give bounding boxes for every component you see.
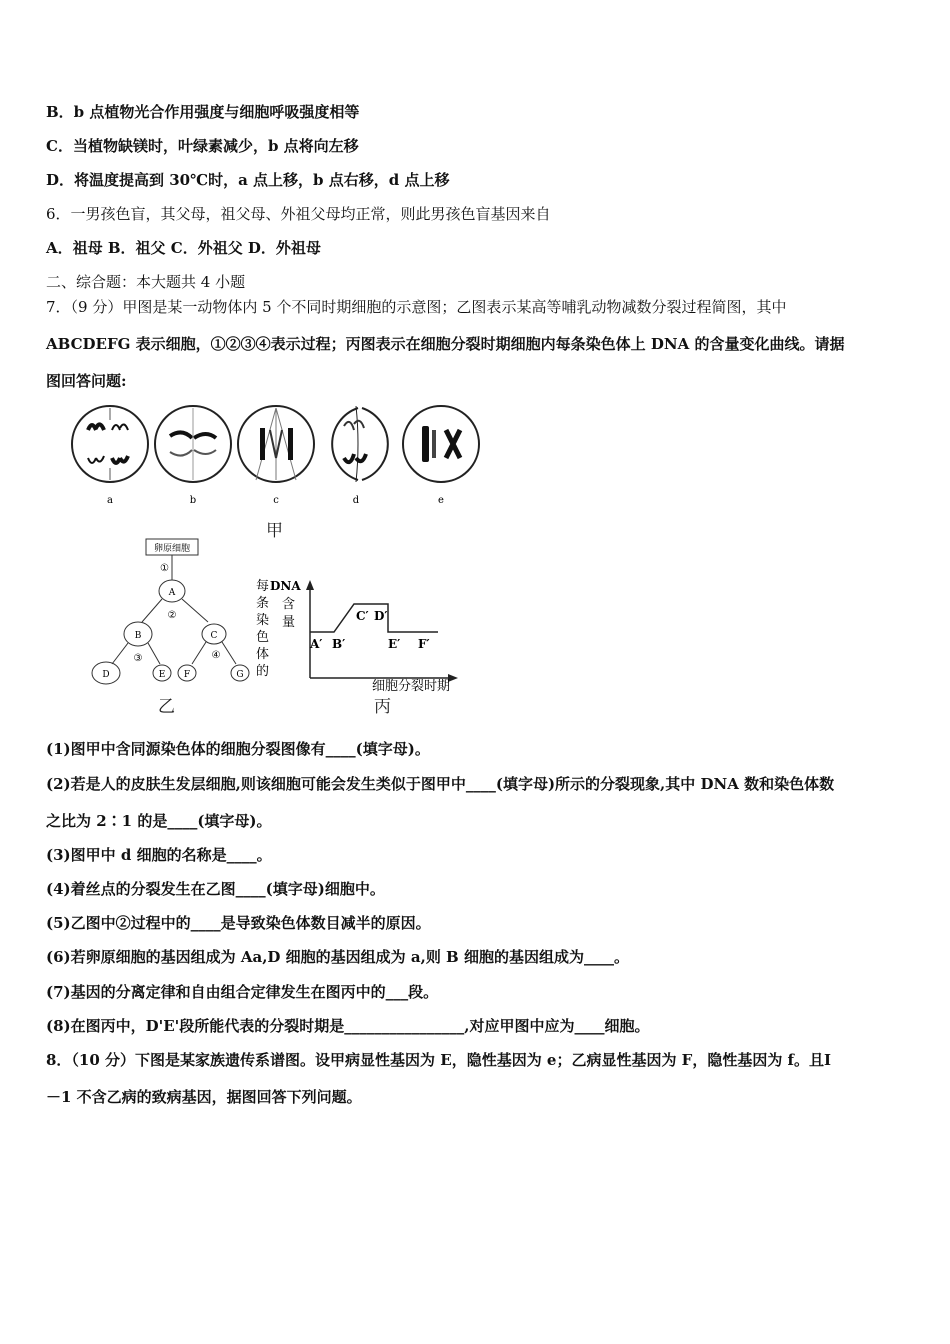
caption-jia: 甲 [266, 521, 283, 541]
point-e: E′ [388, 637, 401, 651]
cell-e [403, 406, 479, 482]
node-a: A [168, 588, 176, 598]
node-f: F [183, 670, 191, 680]
figure-yi [86, 536, 266, 688]
question-7-line-1: 7．（9 分）甲图是某一动物体内 5 个不同时期细胞的示意图；乙图表示某高等哺乳动物减数分裂过程简图，其中 [46, 298, 787, 316]
sub-question-6: (6)若卵原细胞的基因组成为 Aa,D 细胞的基因组成为 a,则 B 细胞的基因组成为____。 [46, 948, 629, 966]
ylabel-char-2: 条 [256, 596, 270, 611]
process-3: ③ [133, 653, 143, 664]
ylabel-char-5: 体 [256, 647, 270, 662]
question-8-line-1: 8．（10 分）下图是某家族遗传系谱图。设甲病显性基因为 E，隐性基因为 e；乙病显性基因为 F，隐性基因为 f。且Ⅰ [46, 1051, 832, 1069]
xlabel: 细胞分裂时期 [372, 679, 451, 692]
sub-question-1: (1)图甲中含同源染色体的细胞分裂图像有____(填字母)。 [46, 740, 430, 758]
sub-question-7: (7)基因的分离定律和自由组合定律发生在图丙中的___段。 [46, 983, 439, 1001]
cell-label-c: c [273, 495, 279, 506]
sub-question-4: (4)着丝点的分裂发生在乙图____(填字母)细胞中。 [46, 880, 385, 898]
process-1: ① [160, 563, 169, 574]
node-b: B [134, 631, 142, 641]
sub-question-2-line-1: (2)若是人的皮肤生发层细胞,则该细胞可能会发生类似于图甲中____(填字母)所示的分裂现象,其中 DNA 数和染色体数 [46, 775, 835, 793]
point-a: A′ [310, 637, 323, 651]
figure-jia [66, 400, 486, 510]
root-cell-label: 卵原细胞 [153, 544, 191, 554]
ylabel-char-1: 每 [256, 579, 270, 594]
cell-label-a: a [107, 495, 113, 506]
ylabel-char-6: 的 [256, 664, 270, 679]
sub-question-2-line-2: 之比为 2∶1 的是____(填字母)。 [46, 812, 272, 830]
figure-bing [248, 576, 478, 692]
question-7-line-2: ABCDEFG 表示细胞，①②③④表示过程；丙图表示在细胞分裂时期细胞内每条染色体上 DNA 的含量变化曲线。请据 [46, 335, 845, 353]
ylabel-char-4: 色 [256, 630, 270, 645]
cell-a [72, 406, 148, 482]
cell-label-e: e [438, 495, 444, 506]
process-2: ② [167, 610, 177, 621]
caption-bing: 丙 [374, 697, 391, 717]
section-heading: 二、综合题：本大题共 4 小题 [46, 273, 246, 291]
sub-question-3: (3)图甲中 d 细胞的名称是____。 [46, 846, 272, 864]
node-e: E [158, 670, 166, 680]
cell-label-b: b [189, 495, 197, 506]
node-c: C [210, 631, 218, 641]
node-d: D [102, 670, 110, 680]
ylabel-char-3: 染 [256, 613, 270, 628]
question-6-options: A．祖母 B．祖父 C．外祖父 D．外祖母 [46, 239, 321, 257]
option-d-line: D．将温度提高到 30℃时，a 点上移，b 点右移，d 点上移 [46, 171, 450, 189]
option-c-line: C．当植物缺镁时，叶绿素减少，b 点将向左移 [46, 137, 359, 155]
cell-b [155, 406, 231, 482]
ylabel-dna: DNA [270, 579, 301, 593]
question-8-line-2: －1 不含乙病的致病基因，据图回答下列问题。 [46, 1088, 362, 1106]
sub-question-8: (8)在图丙中，D'E'段所能代表的分裂时期是________________,对应甲图中应为____细胞。 [46, 1017, 650, 1035]
cell-label-d: d [352, 495, 360, 506]
cell-c [238, 406, 314, 482]
option-b-line: B．b 点植物光合作用强度与细胞呼吸强度相等 [46, 103, 360, 121]
point-d: D′ [374, 609, 388, 623]
ylabel-content-1: 含 [282, 597, 296, 612]
point-b: B′ [332, 637, 346, 651]
caption-yi: 乙 [158, 697, 175, 717]
point-c: C′ [356, 609, 369, 623]
sub-question-5: (5)乙图中②过程中的____是导致染色体数目减半的原因。 [46, 914, 431, 932]
question-6: 6．一男孩色盲，其父母，祖父母、外祖父母均正常，则此男孩色盲基因来自 [46, 205, 551, 223]
ylabel-content-2: 量 [282, 615, 296, 630]
question-7-line-3: 图回答问题: [46, 372, 127, 390]
process-4: ④ [211, 650, 221, 661]
cell-d [332, 406, 388, 482]
point-f: F′ [418, 637, 430, 651]
node-g: G [236, 670, 244, 680]
